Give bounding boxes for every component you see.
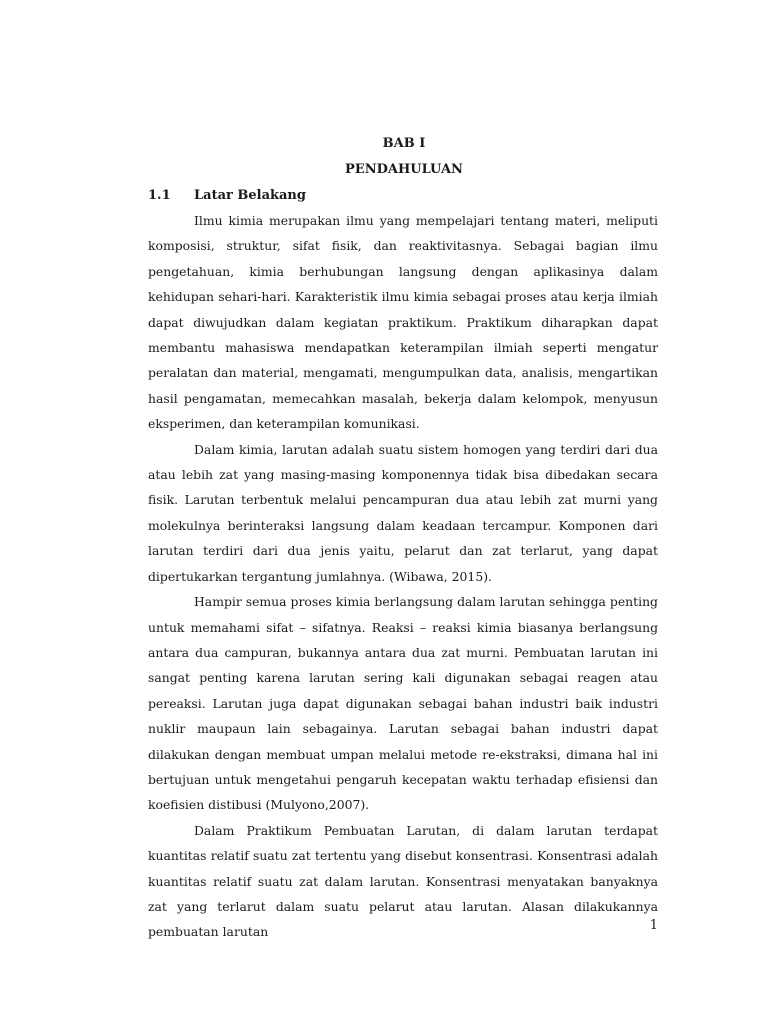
chapter-number: BAB I (382, 136, 426, 151)
page-number: 1 (649, 918, 658, 933)
paragraph-4: Dalam Praktikum Pembuatan Larutan, di dalam larutan terdapat kuantitas relatif suatu zat tertentu yang disebut konsentrasi. Konsentrasi adalah kuantitas relatif suatu zat dalam larutan. Konsentrasi menyatakan banyaknya zat yang terlarut dalam suatu pelarut atau larutan. Alasan dilakukannya pembuatan larutan (148, 822, 658, 940)
section-number: 1.1 (148, 188, 171, 203)
chapter-title: PENDAHULUAN (345, 162, 463, 177)
section-heading (148, 188, 660, 203)
paragraph-2: Dalam kimia, larutan adalah suatu sistem homogen yang terdiri dari dua atau lebih zat yang masing-masing komponennya tidak bisa dibedakan secara fisik. Larutan terbentuk melalui pencampuran dua atau lebih zat murni yang molekulnya berinteraksi langsung dalam keadaan tercampur. Komponen dari larutan terdiri dari dua jenis yaitu, pelarut dan zat terlarut, yang dapat dipertukarkan tergantung jumlahnya. (Wibawa, 2015). (148, 441, 658, 584)
section-title: Latar Belakang (194, 188, 306, 203)
paragraph-3: Hampir semua proses kimia berlangsung dalam larutan sehingga penting untuk memahami sifat – sifatnya. Reaksi – reaksi kimia biasanya berlangsung antara dua campuran, bukannya antara dua zat murni. Pembuatan larutan ini sangat penting karena larutan sering kali digunakan sebagai reagen atau pereaksi. Larutan juga dapat digunakan sebagai bahan industri baik industri nuklir maupaun lain sebagainya. Larutan sebagai bahan industri dapat dilakukan dengan membuat umpan melalui metode re-ekstraksi, dimana hal ini bertujuan untuk mengetahui pengaruh kecepatan waktu terhadap efisiensi dan koefisien distibusi (Mulyono,2007). (148, 594, 658, 813)
paragraph-1: Ilmu kimia merupakan ilmu yang mempelajari tentang materi, meliputi komposisi, struktur, sifat fisik, dan reaktivitasnya. Sebagai bagian ilmu pengetahuan, kimia berhubungan langsung dengan aplikasinya dalam kehidupan sehari-hari. Karakteristik ilmu kimia sebagai proses atau kerja ilmiah dapat diwujudkan dalam kegiatan praktikum. Praktikum diharapkan dapat membantu mahasiswa mendapatkan keterampilan ilmiah seperti mengatur peralatan dan material, mengamati, mengumpulkan data, analisis, mengartikan hasil pengamatan, memecahkan masalah, bekerja dalam kelompok, menyusun eksperimen, dan keterampilan komunikasi. (148, 213, 658, 432)
body-text (148, 208, 658, 945)
